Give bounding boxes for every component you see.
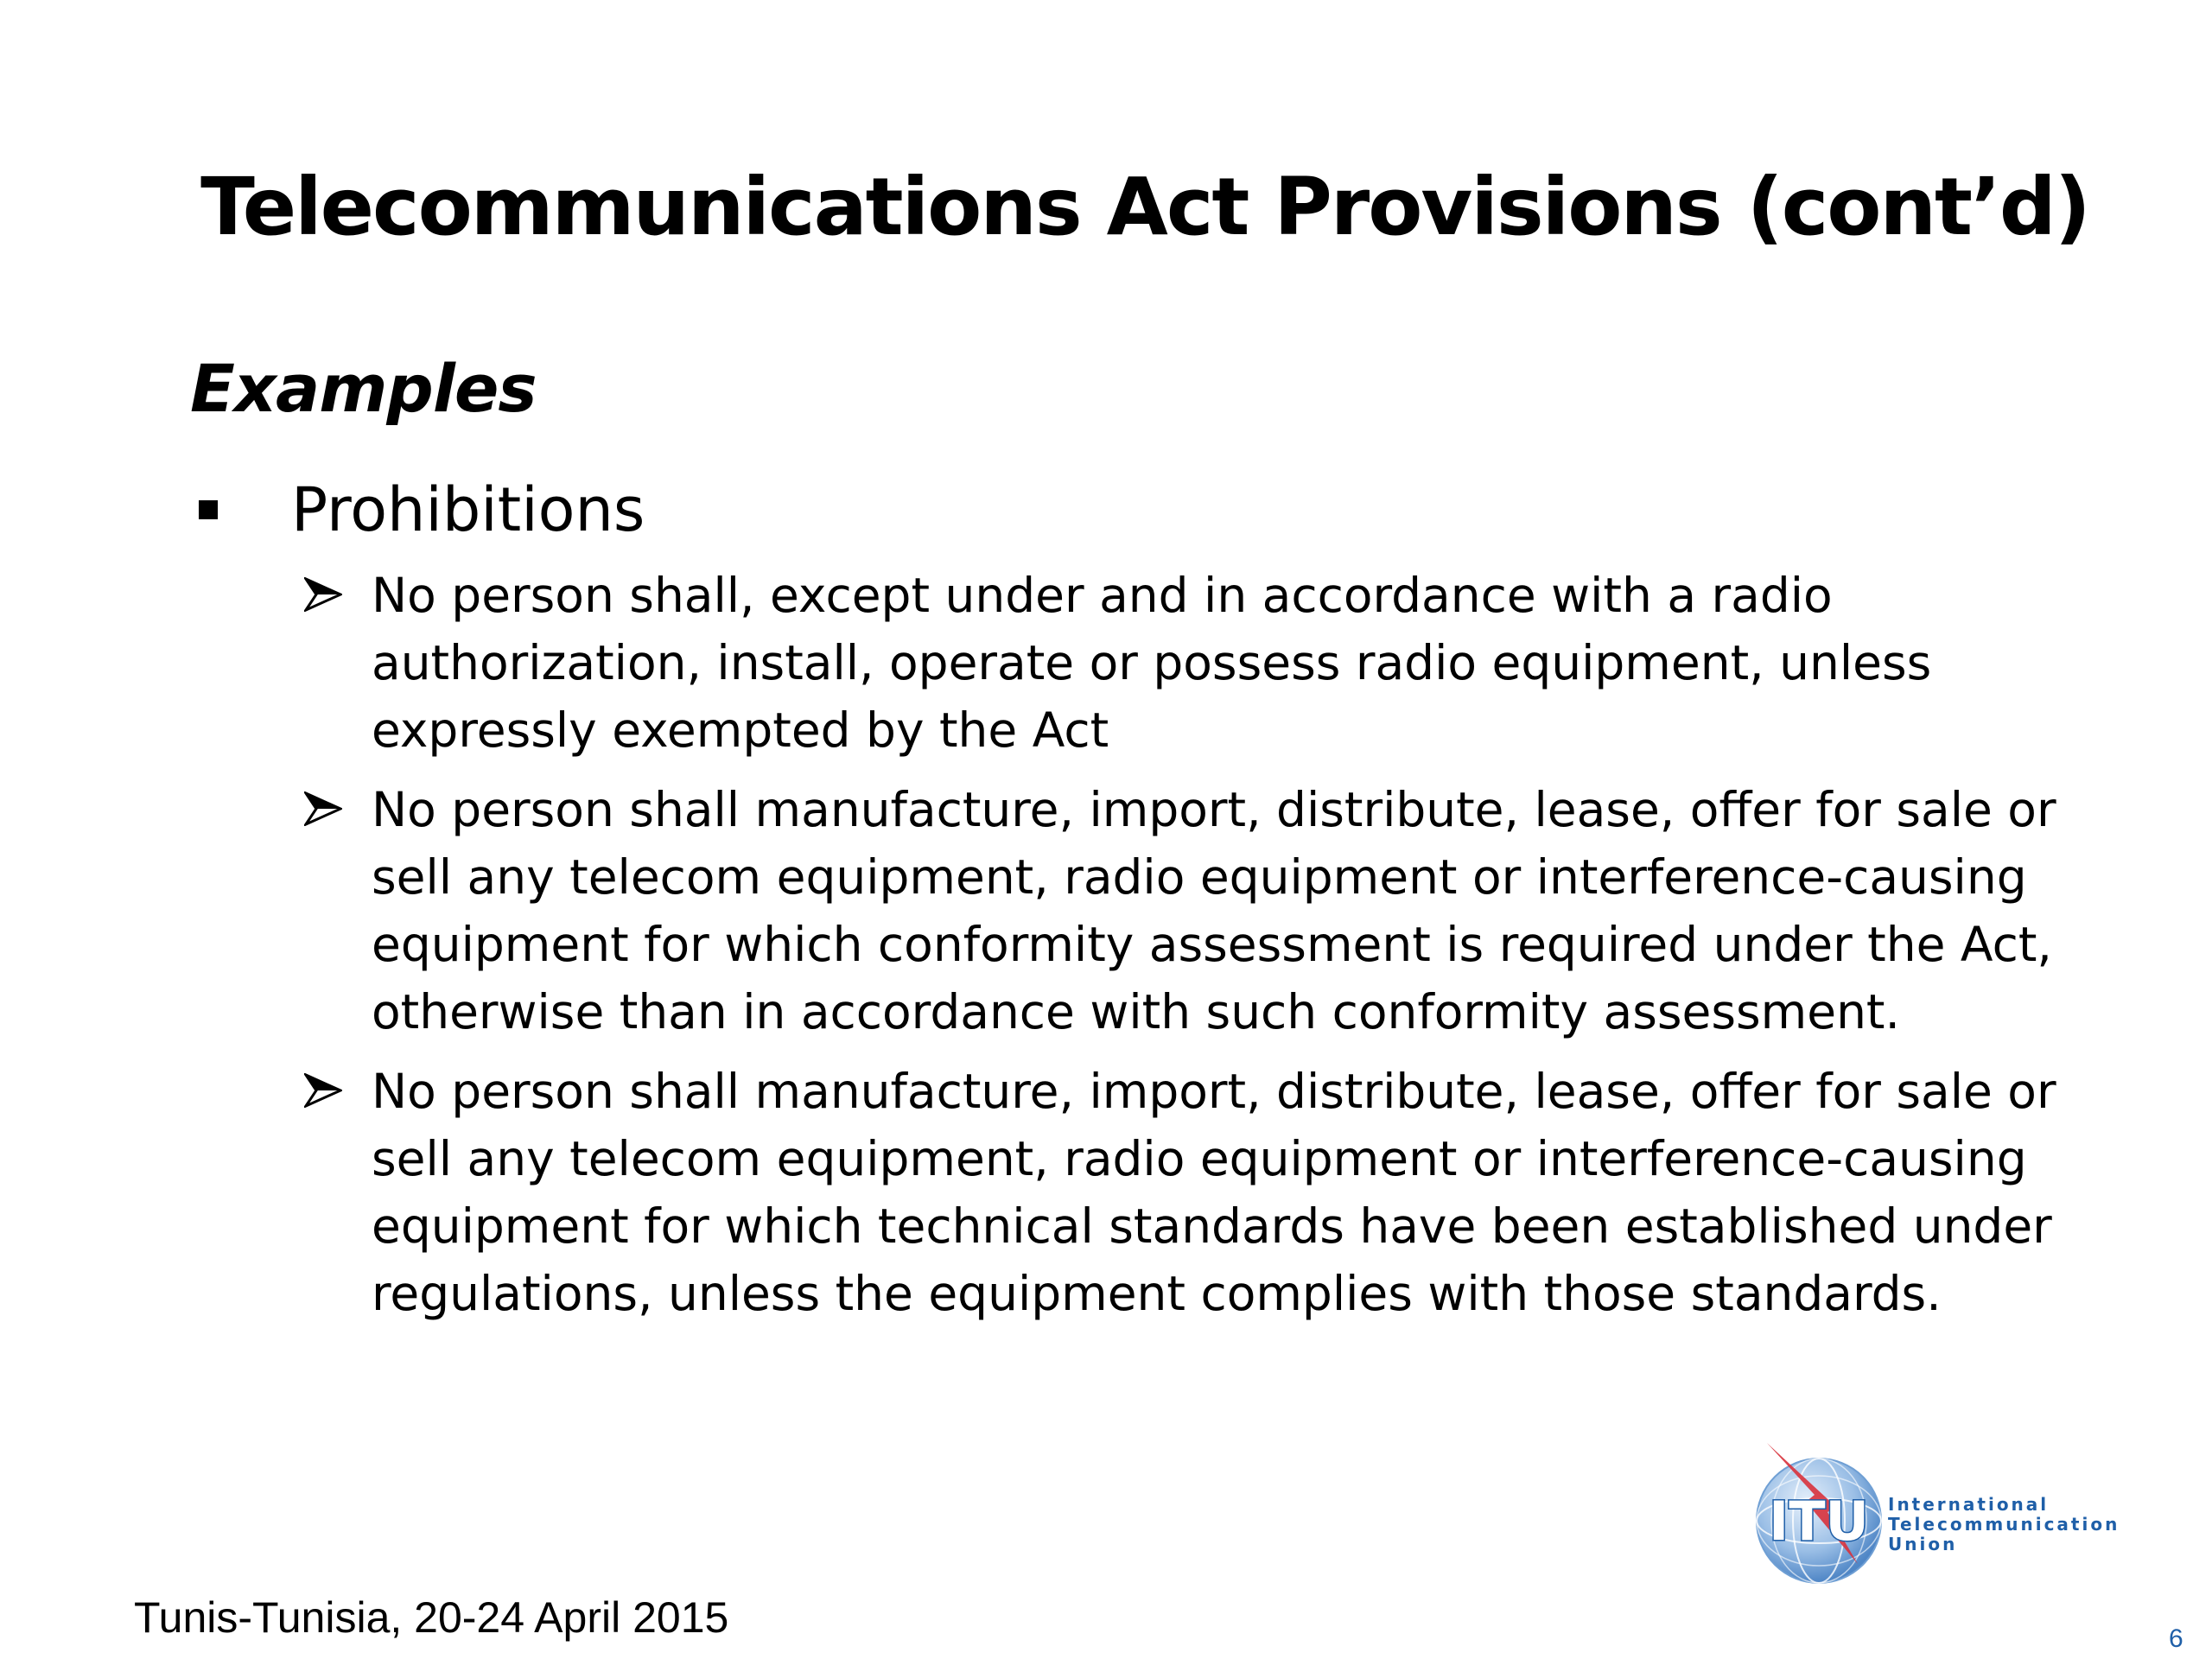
arrowhead-bullet-icon bbox=[304, 1073, 342, 1108]
list-item-text: No person shall manufacture, import, distribute, lease, offer for sale or sell any telecom equipment, radio equipment or interference-causing equipment for which conformity assessment is required under the Act, otherwise than in accordance with such conformity assessment. bbox=[372, 782, 2056, 1039]
logo-line: Telecommunication bbox=[1888, 1514, 2120, 1535]
logo-line: Union bbox=[1888, 1534, 1958, 1554]
logo-wordmark bbox=[1888, 1495, 2120, 1554]
page-number: 6 bbox=[2169, 1624, 2183, 1653]
arrowhead-bullet-icon bbox=[304, 791, 342, 826]
bullet-prohibitions bbox=[190, 471, 645, 549]
slide-title: Telecommunications Act Provisions (cont’d) bbox=[200, 161, 2089, 253]
logo-line: International bbox=[1888, 1494, 2050, 1515]
prohibition-list bbox=[304, 562, 2075, 1339]
list-item bbox=[304, 562, 2075, 764]
section-heading: Examples bbox=[190, 350, 537, 427]
list-item-text: No person shall, except under and in accordance with a radio authorization, install, operate or possess radio equipment, unless expressly exempted by the Act bbox=[372, 568, 1932, 758]
footer-location-date: Tunis-Tunisia, 20-24 April 2015 bbox=[134, 1593, 729, 1642]
list-item-text: No person shall manufacture, import, distribute, lease, offer for sale or sell any telecom equipment, radio equipment or interference-causing equipment for which technical standards have been established under regulations, unless the equipment complies with those standards. bbox=[372, 1064, 2056, 1321]
arrowhead-bullet-icon bbox=[304, 577, 342, 612]
list-item bbox=[304, 1058, 2075, 1327]
square-bullet-icon bbox=[199, 500, 218, 519]
logo-acronym: ITU bbox=[1769, 1490, 1869, 1553]
list-item bbox=[304, 776, 2075, 1046]
bullet-label: Prohibitions bbox=[291, 474, 645, 545]
